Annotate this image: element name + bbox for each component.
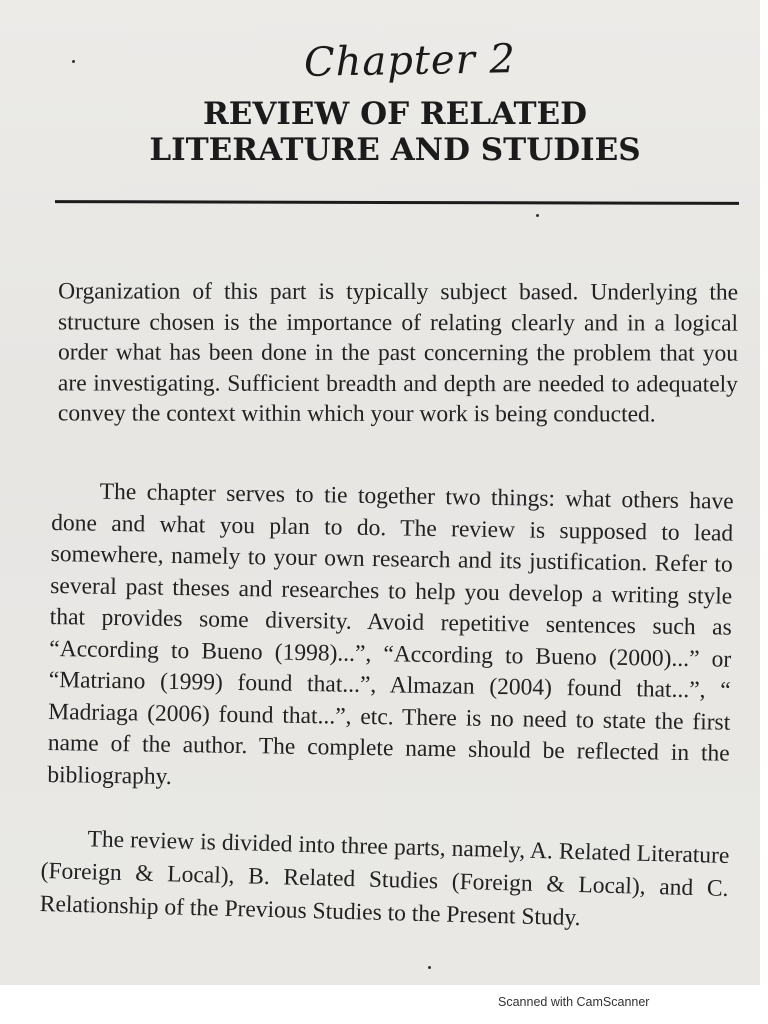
scanner-watermark: Scanned with CamScanner [498,995,650,1009]
chapter-heading: Chapter 2 [303,36,517,86]
paragraph-3: The review is divided into three parts, namely, A. Related Literature (Foreign & Local), B. Related Studies (Foreign & Local), and C. Relationship of the Previous Studies to the Present Study. [39,826,730,932]
paragraph-2: The chapter serves to tie together two things: what others have done and what you plan to do. The review is supposed to lead somewhere, namely to your own research and its justification. Refer to several past theses and researches to help you develop a writing style that provides some diversity. Avoid repetitive sentences such as “According to Bueno (1998)...”, “According to Bueno (2000)...” or “Matriano (1999) found that...”, Almazan (2004) found that...”, “ Madriaga (2006) found that...”, etc. There is no need to state the first name of the author. The complete name should be reflected in the bibliography. [47,478,734,790]
title-divider [55,200,739,205]
chapter-title-line-1: REVIEW OF RELATED [202,96,588,132]
speck [536,214,539,217]
paragraph-1: Organization of this part is typically subject based. Underlying the structure chosen is the importance of relating clearly and in a logical order what has been done in the past concerning the problem that you are investigating. Sufficient breadth and depth are needed to adequately convey the context within which your work is being conducted. [57,278,739,428]
chapter-title [0,96,760,168]
speck [72,60,75,63]
speck [428,966,431,969]
chapter-title-line-2: LITERATURE AND STUDIES [149,132,641,168]
